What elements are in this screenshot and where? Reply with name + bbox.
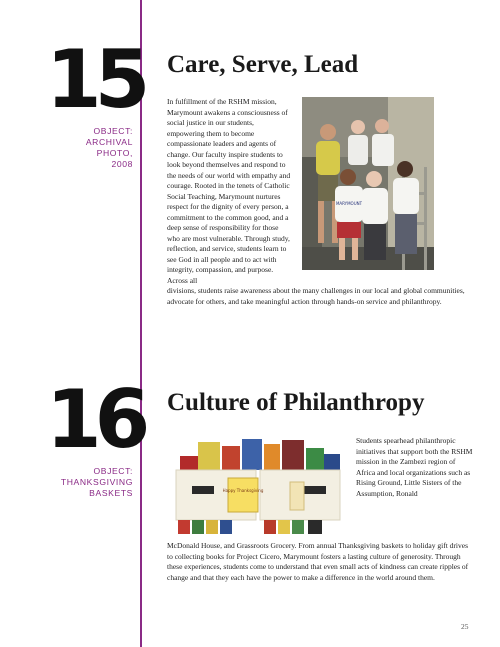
object-label-line: THANKSGIVING: [60, 477, 133, 487]
object-label-line: OBJECT:: [93, 466, 133, 476]
section-title-16: Culture of Philanthropy: [167, 389, 425, 416]
section-number-15: 15: [46, 33, 144, 126]
object-label-line: PHOTO,: [96, 148, 133, 158]
object-label-line: 2008: [111, 159, 133, 169]
body-text-15-full: divisions, students raise awareness about the many challenges in our local and global communities, advocate for others, and take meaningful action through hands-on service and philanthropy.: [167, 286, 465, 306]
card-text: Happy Thanksgiving: [222, 488, 264, 493]
page-number: 25: [461, 622, 469, 631]
thanksgiving-baskets-photo: [168, 434, 348, 537]
shirt-text: MARYMOUNT: [335, 201, 363, 206]
object-label-16: [61, 466, 133, 499]
archival-photo: [302, 97, 434, 270]
section-number-16: 16: [46, 373, 144, 466]
object-label-15: [86, 126, 133, 170]
object-label-line: ARCHIVAL: [85, 137, 133, 147]
object-label-line: OBJECT:: [93, 126, 133, 136]
archival-photo-image: [302, 97, 434, 270]
thanksgiving-baskets-image: [168, 434, 348, 537]
body-text-15-wrapped: In fulfillment of the RSHM mission, Marymount awakens a consciousness of social justice in our students, empowering them to become compassionate leaders and agents of change. Our faculty inspire students to look beyond themselves and respond to the needs of our world with empathy and courage. Rooted in the tenets of Catholic Social Teaching, Marymount nurtures respect for the dignity of every person, a commitment to the common good, and a deep sense of responsibility for those who are most vulnerable. Through study, reflection, and service, students learn to see God in all people and to act with integrity, compassion, and purpose. Across all: [167, 97, 291, 285]
object-label-line: BASKETS: [89, 488, 133, 498]
section-title-15: Care, Serve, Lead: [167, 51, 359, 78]
body-text-16-full: McDonald House, and Grassroots Grocery. From annual Thanksgiving baskets to holiday gift drives to collecting books for Project Cicero, Marymount fosters a lasting culture of generosity. Through these experiences, students come to understand that even small acts of kindness can create ripples of change and that they each have the power to make a difference in the world around them.: [167, 541, 469, 582]
body-text-16-wrapped: Students spearhead philanthropic initiatives that support both the RSHM mission in the Zambezi region of Africa and local organizations such as Rising Ground, Little Sisters of the Assumption, Ronald: [356, 436, 473, 498]
